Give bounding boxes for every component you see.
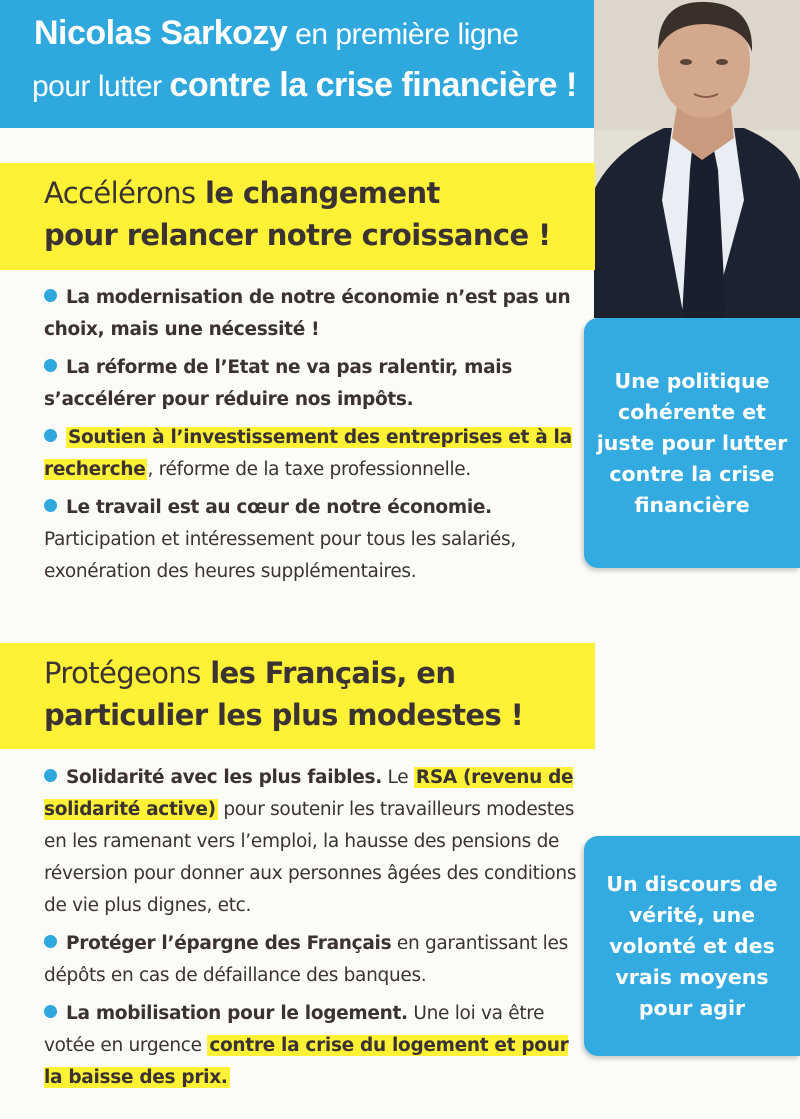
- list-item: Solidarité avec les plus faibles. Le RSA (revenu de solidarité active) pour soutenir les travailleurs modestes en les ramenant vers l’emploi, la hausse des pensions de réversion pour donner aux personnes âgées des conditions de vie plus dignes, etc.: [44, 767, 577, 916]
- callout-box-2: Un discours de vérité, une volonté et des vrais moyens pour agir: [584, 836, 800, 1056]
- list-item: Le travail est au cœur de notre économie. Participation et intéressement pour tous les salariés, exonération des heures supplémentaires.: [44, 497, 516, 582]
- list-item: Soutien à l’investissement des entreprises et à la recherche , réforme de la taxe professionnelle.: [44, 427, 572, 480]
- section2-headline: Protégeons les Français, en particulier les plus modestes !: [44, 656, 524, 732]
- list-item: La mobilisation pour le logement. Une loi va être votée en urgence contre la crise du logement et pour la baisse des prix.: [44, 1003, 569, 1088]
- bullet-dot-icon: [44, 499, 57, 512]
- bullet-dot-icon: [44, 429, 57, 442]
- page-title-line2: pour lutter contre la crise financière !: [32, 66, 577, 104]
- bullet-dot-icon: [44, 359, 57, 372]
- section1-headline: Accélérons le changement pour relancer notre croissance !: [44, 176, 551, 252]
- list-item: La réforme de l’Etat ne va pas ralentir, mais s’accélérer pour réduire nos impôts.: [44, 357, 513, 410]
- bullet-dot-icon: [44, 769, 57, 782]
- bullet-dot-icon: [44, 935, 57, 948]
- section2-bullet-list: [44, 762, 589, 1100]
- list-item: La modernisation de notre économie n’est pas un choix, mais une nécessité !: [44, 287, 571, 340]
- bullet-dot-icon: [44, 1005, 57, 1018]
- list-item: Protéger l’épargne des Français en garantissant les dépôts en cas de défaillance des banques.: [44, 933, 568, 986]
- page-title-line1: Nicolas Sarkozy en première ligne: [34, 14, 519, 52]
- bullet-dot-icon: [44, 289, 57, 302]
- callout-box-1: Une politique cohérente et juste pour lutter contre la crise financière: [584, 318, 800, 568]
- section1-bullet-list: [44, 282, 584, 594]
- portrait-photo-icon: [594, 0, 800, 318]
- portrait-photo: [594, 0, 800, 318]
